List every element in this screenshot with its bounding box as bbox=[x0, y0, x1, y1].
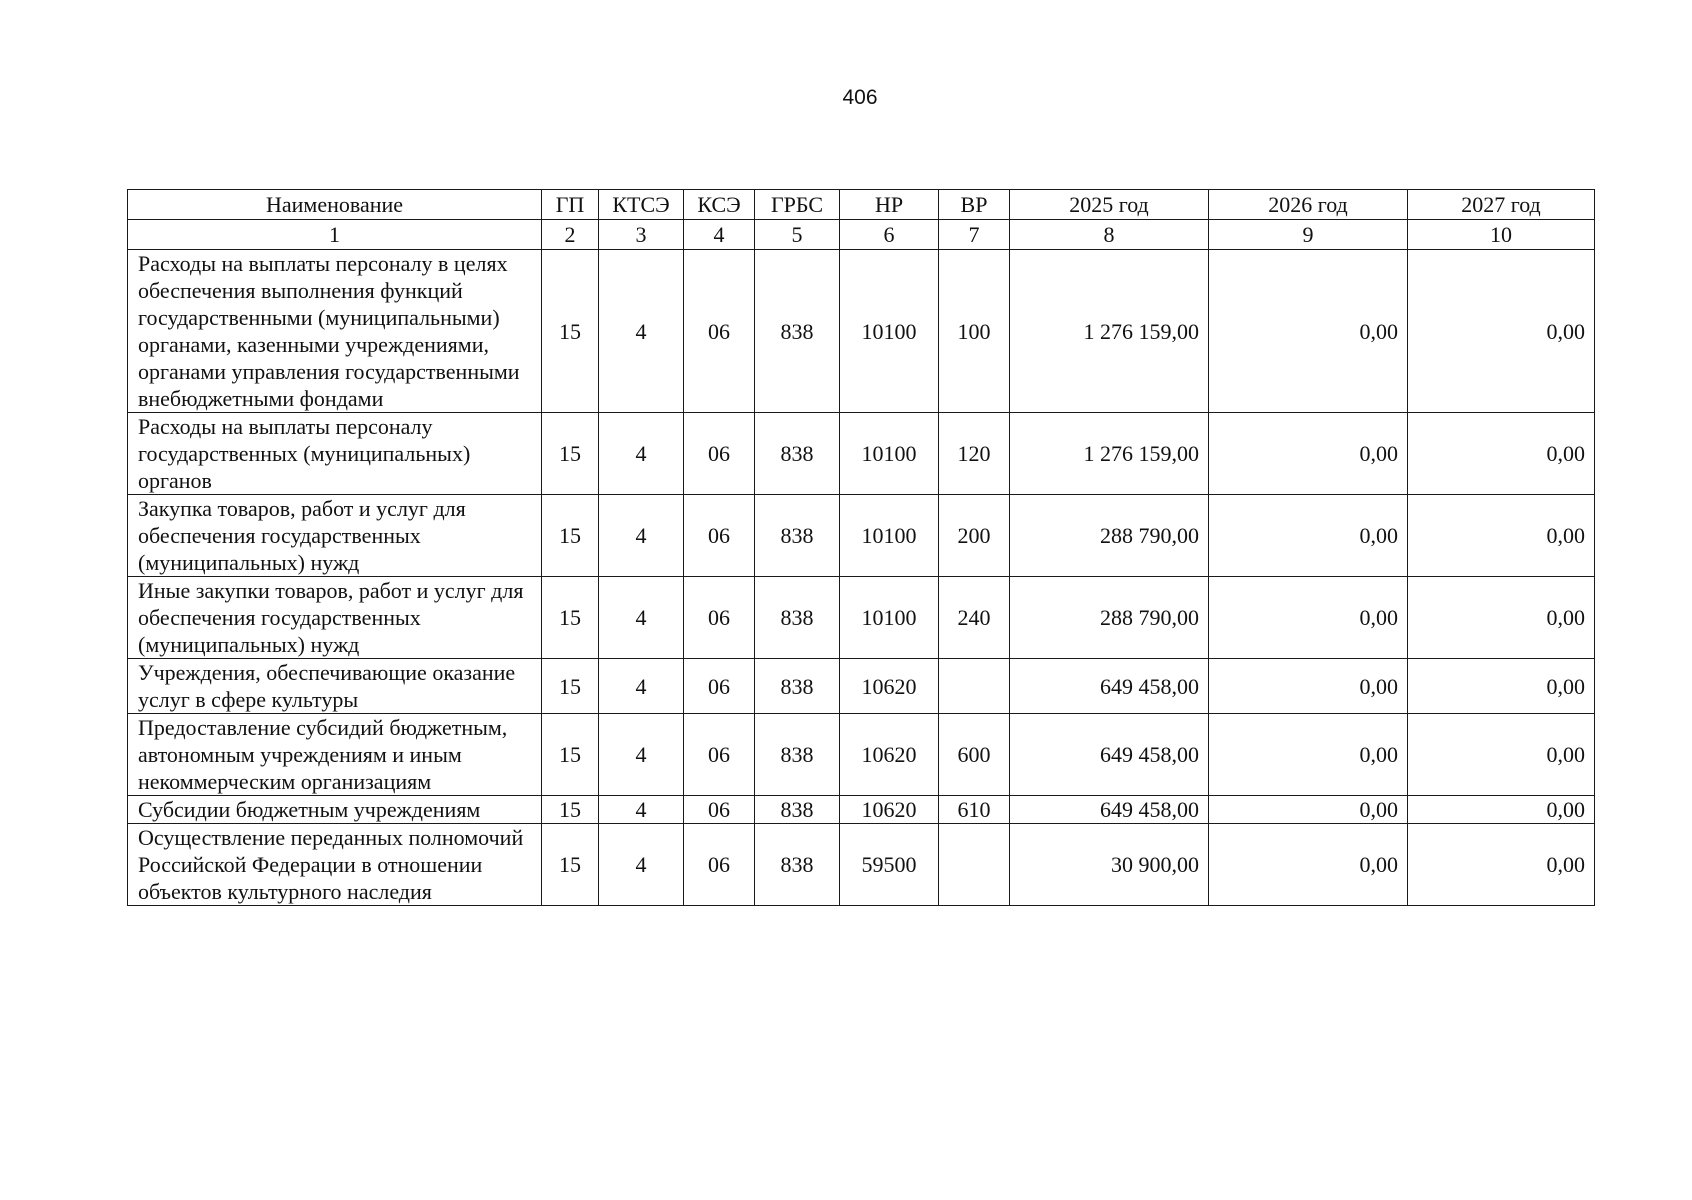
cell-gp: 15 bbox=[542, 714, 599, 796]
cell-2027: 0,00 bbox=[1408, 824, 1595, 906]
cell-ktse: 4 bbox=[599, 714, 684, 796]
cell-ktse: 4 bbox=[599, 250, 684, 413]
row-name: Учреждения, обеспечивающие оказание услуг в сфере культуры bbox=[128, 659, 542, 714]
cell-ktse: 4 bbox=[599, 659, 684, 714]
column-number: 4 bbox=[684, 220, 755, 250]
table-row bbox=[128, 577, 1595, 659]
page-number: 406 bbox=[842, 86, 878, 109]
cell-2025: 649 458,00 bbox=[1010, 714, 1209, 796]
cell-kse: 06 bbox=[684, 250, 755, 413]
header-nr: НР bbox=[840, 190, 939, 220]
cell-2027: 0,00 bbox=[1408, 714, 1595, 796]
cell-ktse: 4 bbox=[599, 577, 684, 659]
table-row bbox=[128, 796, 1595, 824]
cell-nr: 10100 bbox=[840, 577, 939, 659]
column-number: 6 bbox=[840, 220, 939, 250]
cell-2025: 649 458,00 bbox=[1010, 659, 1209, 714]
cell-2027: 0,00 bbox=[1408, 495, 1595, 577]
cell-gp: 15 bbox=[542, 250, 599, 413]
cell-nr: 10100 bbox=[840, 495, 939, 577]
header-ktse: КТСЭ bbox=[599, 190, 684, 220]
column-number: 8 bbox=[1010, 220, 1209, 250]
row-name: Иные закупки товаров, работ и услуг для обеспечения государственных (муниципальных) нужд bbox=[128, 577, 542, 659]
column-number: 10 bbox=[1408, 220, 1595, 250]
cell-2026: 0,00 bbox=[1209, 659, 1408, 714]
row-name: Субсидии бюджетным учреждениям bbox=[128, 796, 542, 824]
row-name: Осуществление переданных полномочий Российской Федерации в отношении объектов культурного наследия bbox=[128, 824, 542, 906]
row-name: Закупка товаров, работ и услуг для обеспечения государственных (муниципальных) нужд bbox=[128, 495, 542, 577]
cell-nr: 10100 bbox=[840, 250, 939, 413]
cell-gp: 15 bbox=[542, 413, 599, 495]
table-row bbox=[128, 495, 1595, 577]
cell-nr: 10620 bbox=[840, 714, 939, 796]
cell-ktse: 4 bbox=[599, 495, 684, 577]
cell-ktse: 4 bbox=[599, 413, 684, 495]
cell-ktse: 4 bbox=[599, 796, 684, 824]
cell-gp: 15 bbox=[542, 796, 599, 824]
cell-2026: 0,00 bbox=[1209, 495, 1408, 577]
table-row bbox=[128, 413, 1595, 495]
cell-2027: 0,00 bbox=[1408, 413, 1595, 495]
cell-kse: 06 bbox=[684, 577, 755, 659]
row-name: Расходы на выплаты персоналу государственных (муниципальных) органов bbox=[128, 413, 542, 495]
header-grbs: ГРБС bbox=[755, 190, 840, 220]
cell-vr bbox=[939, 659, 1010, 714]
cell-kse: 06 bbox=[684, 796, 755, 824]
cell-kse: 06 bbox=[684, 714, 755, 796]
column-number: 5 bbox=[755, 220, 840, 250]
cell-vr: 600 bbox=[939, 714, 1010, 796]
cell-vr: 610 bbox=[939, 796, 1010, 824]
header-2026: 2026 год bbox=[1209, 190, 1408, 220]
cell-grbs: 838 bbox=[755, 714, 840, 796]
table-row bbox=[128, 250, 1595, 413]
header-row bbox=[128, 190, 1595, 220]
column-number-row bbox=[128, 220, 1595, 250]
cell-vr bbox=[939, 824, 1010, 906]
cell-2025: 1 276 159,00 bbox=[1010, 250, 1209, 413]
budget-table bbox=[127, 189, 1595, 906]
header-2027: 2027 год bbox=[1408, 190, 1595, 220]
cell-2027: 0,00 bbox=[1408, 796, 1595, 824]
column-number: 3 bbox=[599, 220, 684, 250]
cell-nr: 59500 bbox=[840, 824, 939, 906]
cell-kse: 06 bbox=[684, 495, 755, 577]
cell-kse: 06 bbox=[684, 413, 755, 495]
cell-vr: 100 bbox=[939, 250, 1010, 413]
column-number: 1 bbox=[128, 220, 542, 250]
row-name: Расходы на выплаты персоналу в целях обеспечения выполнения функций государственными (муниципальными) органами, казенными учреждениями, органами управления государственными внебюджетными фондами bbox=[128, 250, 542, 413]
table-row bbox=[128, 659, 1595, 714]
cell-gp: 15 bbox=[542, 824, 599, 906]
cell-grbs: 838 bbox=[755, 250, 840, 413]
cell-2026: 0,00 bbox=[1209, 824, 1408, 906]
cell-nr: 10620 bbox=[840, 659, 939, 714]
cell-2025: 1 276 159,00 bbox=[1010, 413, 1209, 495]
cell-2027: 0,00 bbox=[1408, 659, 1595, 714]
cell-vr: 240 bbox=[939, 577, 1010, 659]
cell-gp: 15 bbox=[542, 659, 599, 714]
table-row bbox=[128, 824, 1595, 906]
cell-grbs: 838 bbox=[755, 824, 840, 906]
cell-kse: 06 bbox=[684, 824, 755, 906]
cell-vr: 200 bbox=[939, 495, 1010, 577]
column-number: 2 bbox=[542, 220, 599, 250]
cell-2026: 0,00 bbox=[1209, 577, 1408, 659]
cell-ktse: 4 bbox=[599, 824, 684, 906]
header-vr: ВР bbox=[939, 190, 1010, 220]
cell-grbs: 838 bbox=[755, 796, 840, 824]
cell-2025: 288 790,00 bbox=[1010, 495, 1209, 577]
cell-grbs: 838 bbox=[755, 495, 840, 577]
column-number: 9 bbox=[1209, 220, 1408, 250]
table-row bbox=[128, 714, 1595, 796]
cell-kse: 06 bbox=[684, 659, 755, 714]
cell-nr: 10620 bbox=[840, 796, 939, 824]
column-number: 7 bbox=[939, 220, 1010, 250]
cell-2027: 0,00 bbox=[1408, 250, 1595, 413]
cell-grbs: 838 bbox=[755, 659, 840, 714]
cell-grbs: 838 bbox=[755, 577, 840, 659]
row-name: Предоставление субсидий бюджетным, автономным учреждениям и иным некоммерческим организациям bbox=[128, 714, 542, 796]
header-gp: ГП bbox=[542, 190, 599, 220]
cell-vr: 120 bbox=[939, 413, 1010, 495]
cell-gp: 15 bbox=[542, 577, 599, 659]
cell-2025: 288 790,00 bbox=[1010, 577, 1209, 659]
header-name: Наименование bbox=[128, 190, 542, 220]
cell-grbs: 838 bbox=[755, 413, 840, 495]
cell-2026: 0,00 bbox=[1209, 796, 1408, 824]
cell-2026: 0,00 bbox=[1209, 250, 1408, 413]
cell-nr: 10100 bbox=[840, 413, 939, 495]
cell-2026: 0,00 bbox=[1209, 714, 1408, 796]
cell-2025: 649 458,00 bbox=[1010, 796, 1209, 824]
header-kse: КСЭ bbox=[684, 190, 755, 220]
cell-2026: 0,00 bbox=[1209, 413, 1408, 495]
cell-gp: 15 bbox=[542, 495, 599, 577]
cell-2027: 0,00 bbox=[1408, 577, 1595, 659]
header-2025: 2025 год bbox=[1010, 190, 1209, 220]
cell-2025: 30 900,00 bbox=[1010, 824, 1209, 906]
